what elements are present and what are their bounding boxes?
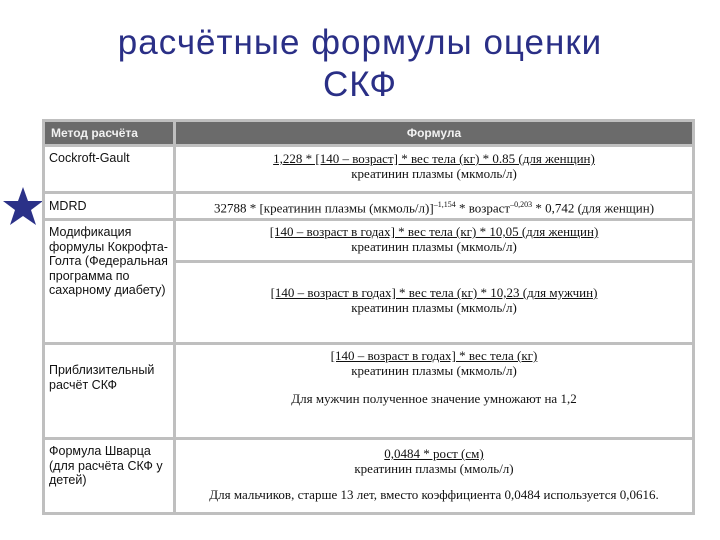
method-cockcroft: Cockroft-Gault (45, 147, 173, 191)
denominator: креатинин плазмы (ммоль/л) (354, 461, 514, 476)
method-mdrd: MDRD (45, 194, 173, 218)
fraction (273, 151, 595, 181)
fraction (271, 285, 598, 315)
method-modified: Модификация формулы Кокрофта-Голта (Федеральная программа по сахарному диабету) (45, 221, 173, 342)
numerator: [140 – возраст в годах] * вес тела (кг) * 10,05 (для женщин) (269, 224, 599, 239)
title-line-2: СКФ (322, 65, 398, 104)
mdrd-exponent-2: –0,203 (510, 199, 533, 209)
header-method: Метод расчёта (45, 122, 173, 144)
formula-table (42, 119, 695, 515)
denominator: креатинин плазмы (мкмоль/л) (351, 300, 517, 315)
table-row-approx (45, 345, 692, 437)
fraction (331, 348, 538, 378)
header-formula: Формула (176, 122, 692, 144)
numerator: [140 – возраст в годах] * вес тела (кг) * 10,23 (для мужчин) (270, 285, 598, 300)
method-schwartz: Формула Шварца (для расчёта СКФ у детей) (45, 440, 173, 512)
formula-cockcroft (176, 147, 692, 191)
mdrd-part-1: 32788 * [креатинин плазмы (мкмоль/л)] (213, 200, 434, 216)
approx-note: Для мужчин полученное значение умножают на 1,2 (291, 391, 577, 406)
title-line-1: расчётные формулы оценки (117, 23, 603, 62)
numerator: 0,0484 * рост (см) (384, 446, 484, 461)
numerator: 1,228 * [140 – возраст] * вес тела (кг) * 0.85 (для женщин) (273, 151, 595, 166)
modified-women (176, 221, 692, 263)
method-approx: Приблизительный расчёт СКФ (45, 345, 173, 437)
formula-schwartz (176, 440, 692, 512)
slide-title (0, 22, 720, 106)
formula-approx (176, 345, 692, 437)
denominator: креатинин плазмы (мкмоль/л) (351, 239, 517, 254)
mdrd-part-2: * возраст (455, 200, 511, 216)
formula-mdrd (176, 194, 692, 218)
table-header-row (45, 122, 692, 144)
table-row-mdrd (45, 194, 692, 218)
denominator: креатинин плазмы (мкмоль/л) (351, 363, 517, 378)
numerator: [140 – возраст в годах] * вес тела (кг) (330, 348, 538, 363)
star-icon (2, 186, 44, 226)
modified-men (176, 263, 692, 315)
formula-modified (176, 221, 692, 342)
mdrd-exponent-1: –1,154 (433, 199, 456, 209)
denominator: креатинин плазмы (мкмоль/л) (351, 166, 517, 181)
table-row-cockcroft (45, 147, 692, 191)
schwartz-note: Для мальчиков, старше 13 лет, вместо коэффициента 0,0484 используется 0,0616. (209, 487, 659, 502)
fraction (354, 446, 513, 476)
mdrd-part-3: * 0,742 (для женщин) (532, 200, 655, 216)
table-row-modified (45, 221, 692, 342)
fraction (270, 224, 599, 254)
table-row-schwartz (45, 440, 692, 512)
